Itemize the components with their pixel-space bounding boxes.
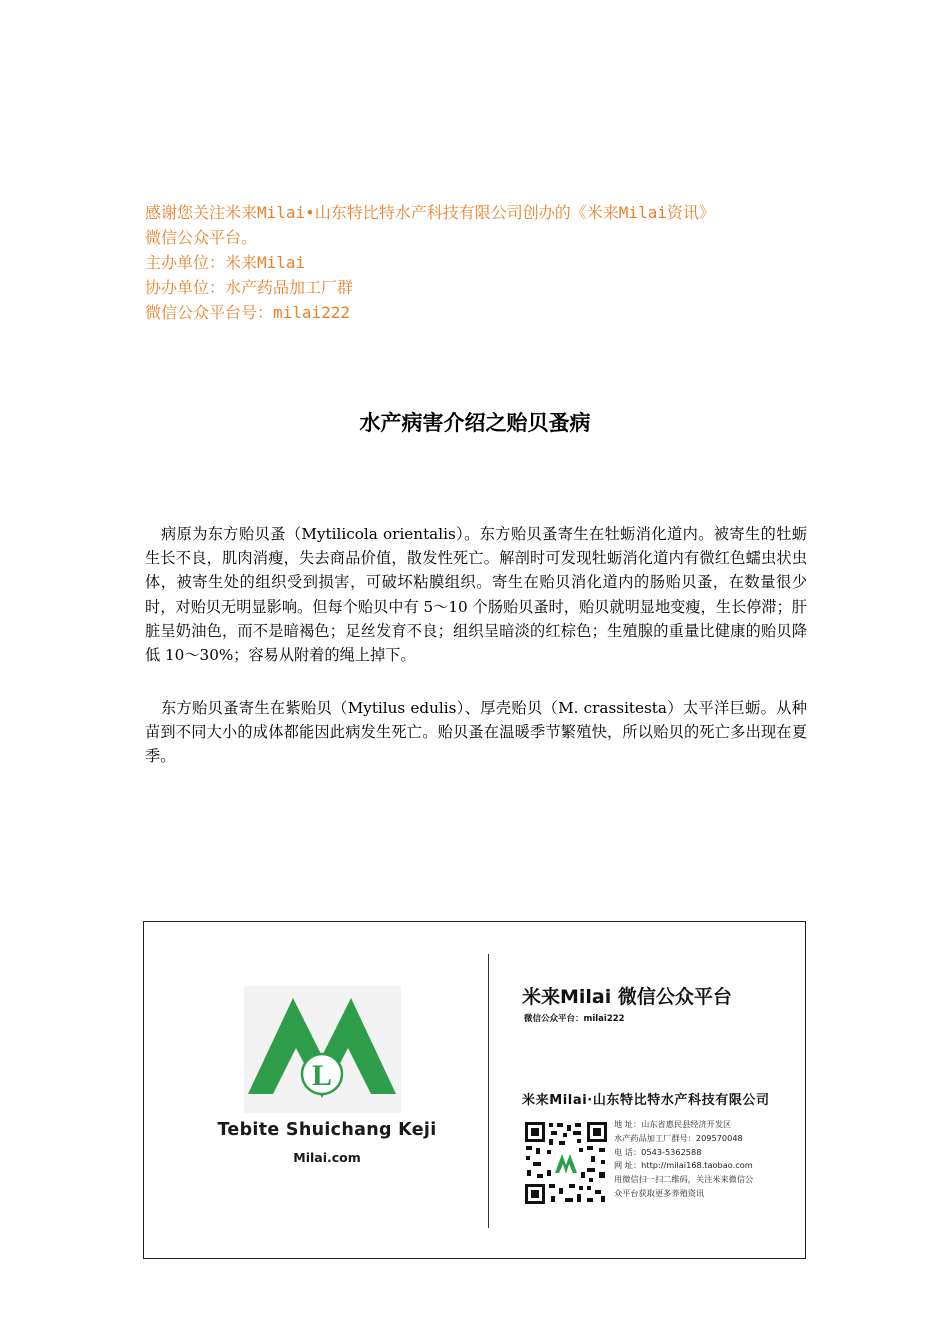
intro-line-2: 微信公众平台。: [145, 228, 258, 247]
milai-logo-icon: [244, 986, 401, 1113]
address: 地 址：山东省惠民县经济开发区: [614, 1119, 732, 1129]
qr-code-icon: [523, 1120, 609, 1206]
article-paragraph-1: 病原为东方贻贝蚤（Mytilicola orientalis）。东方贻贝蚤寄生在牡蛎消化道内。被寄生的牡蛎生长不良，肌肉消瘦，失去商品价值，散发性死亡。解剖时可发现牡蛎消化道内有微红色蠕虫状虫体，被寄生处的组织受到损害，可破坏粘膜组织。寄生在贻贝消化道内的肠贻贝蚤，在数量很少时，对贻贝无明显影响。但每个贻贝中有 5～10 个肠贻贝蚤时，贻贝就明显地变瘦，生长停滞；肝脏呈奶油色，而不是暗褐色；足丝发育不良；组织呈暗淡的红棕色；生殖腺的重量比健康的贻贝降低 10～30%；容易从附着的绳上掉下。: [145, 525, 807, 665]
intro-block: [145, 200, 815, 325]
brand-logo: [244, 986, 401, 1113]
scan-line-1: 用微信扫一扫二维码，关注米来微信公: [614, 1174, 754, 1185]
brand-url: Milai.com: [293, 1150, 361, 1165]
business-card: [143, 921, 806, 1259]
phone: 电 话：0543-5362588: [614, 1146, 702, 1157]
company-name: 米来Milai·山东特比特水产科技有限公司: [522, 1093, 770, 1108]
organizer: 主办单位：米来Milai: [145, 253, 306, 272]
platform-id: 微信公众平台：milai222: [524, 1014, 625, 1024]
scan-line-2: 众平台获取更多养殖资讯: [614, 1187, 705, 1198]
group-number: 水产药品加工厂群号：209570048: [614, 1132, 743, 1143]
logo-letter: L: [311, 1059, 333, 1092]
card-divider: [488, 954, 489, 1228]
brand-name: Tebite Shuichang Keji: [217, 1120, 437, 1140]
website: 网 址：http://milai168.taobao.com: [614, 1160, 753, 1171]
contact-info: [614, 1118, 804, 1201]
co-organizer: 协办单位：水产药品加工厂群: [145, 278, 354, 297]
article-paragraph-2: 东方贻贝蚤寄生在紫贻贝（Mytilus edulis）、厚壳贻贝（M. crassitesta）太平洋巨蛎。从种苗到不同大小的成体都能因此病发生死亡。贻贝蚤在温暖季节繁殖快，所以贻贝的死亡多出现在夏季。: [145, 699, 807, 766]
intro-line-1: 感谢您关注米来Milai•山东特比特水产科技有限公司创办的《米来Milai资讯》: [145, 203, 715, 222]
wechat-id: 微信公众平台号：milai222: [145, 303, 351, 322]
article-title: 水产病害介绍之贻贝蚤病: [359, 411, 591, 435]
platform-title: 米来Milai 微信公众平台: [522, 986, 732, 1008]
